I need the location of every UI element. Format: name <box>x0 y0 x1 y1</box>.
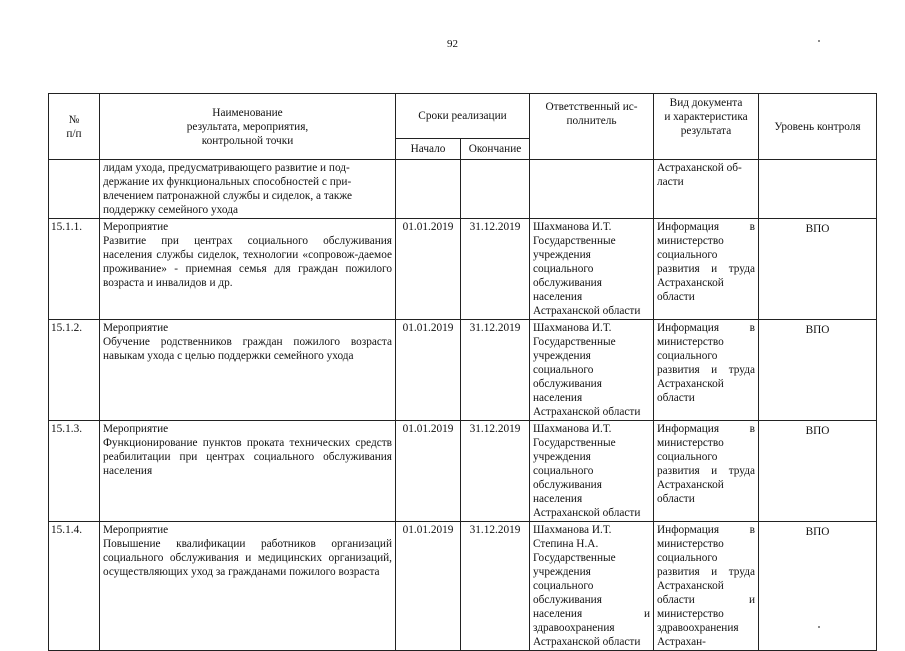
header-end: Окончание <box>461 139 530 160</box>
cell-start: 01.01.2019 <box>396 421 461 522</box>
cell-end: 31.12.2019 <box>461 522 530 651</box>
cell-end: 31.12.2019 <box>461 219 530 320</box>
cell-end: 31.12.2019 <box>461 421 530 522</box>
table-row <box>49 522 877 651</box>
cell-control: ВПО <box>759 421 877 522</box>
header-doc-type: Вид документа и характеристика результата <box>654 94 759 160</box>
cell-num: 15.1.1. <box>49 219 100 320</box>
header-name: Наименование результата, мероприятия, контрольной точки <box>100 94 396 160</box>
cell-num: 15.1.2. <box>49 320 100 421</box>
cell-doc-type: Информация в министерство социального развития и труда Астраханской области <box>654 219 759 320</box>
cell-control: ВПО <box>759 219 877 320</box>
table-row <box>49 320 877 421</box>
cell-responsible: Шахманова И.Т. Государственные учреждения социального обслуживания населения Астраханской области <box>530 219 654 320</box>
header-control: Уровень контроля <box>759 94 877 160</box>
header-row <box>49 94 877 139</box>
cell-start: 01.01.2019 <box>396 219 461 320</box>
header-period: Сроки реализации <box>396 94 530 139</box>
page-number: 92 <box>447 38 458 50</box>
cell-start <box>396 160 461 219</box>
cell-start: 01.01.2019 <box>396 320 461 421</box>
cell-doc-type: Информация в министерство социального развития и труда Астраханской области <box>654 320 759 421</box>
cell-num: 15.1.3. <box>49 421 100 522</box>
cell-control: ВПО <box>759 522 877 651</box>
cell-responsible: Шахманова И.Т. Степина Н.А. Государственные учреждения социального обслуживания населения и здравоохранения Астраханской области <box>530 522 654 651</box>
plan-table <box>48 93 877 651</box>
cell-control <box>759 160 877 219</box>
header-num: № п/п <box>49 94 100 160</box>
cell-start: 01.01.2019 <box>396 522 461 651</box>
header-start: Начало <box>396 139 461 160</box>
cell-responsible: Шахманова И.Т. Государственные учреждения социального обслуживания населения Астраханской области <box>530 320 654 421</box>
cell-num: 15.1.4. <box>49 522 100 651</box>
header-responsible: Ответственный ис- полнитель <box>530 94 654 160</box>
cell-end <box>461 160 530 219</box>
table-row <box>49 219 877 320</box>
table-row <box>49 421 877 522</box>
cell-name: Мероприятие Обучение родственников граждан пожилого возраста навыкам ухода с целью поддержки семейного ухода <box>100 320 396 421</box>
cell-doc-type: Информация в министерство социального развития и труда Астраханской области <box>654 421 759 522</box>
cell-num <box>49 160 100 219</box>
cell-doc-type: Информация в министерство социального развития и труда Астраханской области и министерство здравоохранения Астрахан- <box>654 522 759 651</box>
cell-doc-type: Астраханской об- ласти <box>654 160 759 219</box>
cell-end: 31.12.2019 <box>461 320 530 421</box>
scan-speck <box>818 40 820 42</box>
cell-name: Мероприятие Развитие при центрах социального обслуживания населения службы сиделок, технологии «сопровож-даемое проживание» - приемная семья для граждан пожилого возраста и инвалидов и др. <box>100 219 396 320</box>
cell-name: Мероприятие Повышение квалификации работников организаций социального обслуживания и медицинских организаций, осуществляющих уход за гражданами пожилого возраста <box>100 522 396 651</box>
cell-responsible <box>530 160 654 219</box>
table-row-continuation <box>49 160 877 219</box>
cell-name: Мероприятие Функционирование пунктов проката технических средств реабилитации при центрах социального обслуживания населения <box>100 421 396 522</box>
scan-speck <box>818 626 820 628</box>
cell-control: ВПО <box>759 320 877 421</box>
cell-name: лидам ухода, предусматривающего развитие и под- держание их функциональных способностей с при- влечением патронажной службы и сиделок, а также поддержку семейного ухода <box>100 160 396 219</box>
cell-responsible: Шахманова И.Т. Государственные учреждения социального обслуживания населения Астраханской области <box>530 421 654 522</box>
